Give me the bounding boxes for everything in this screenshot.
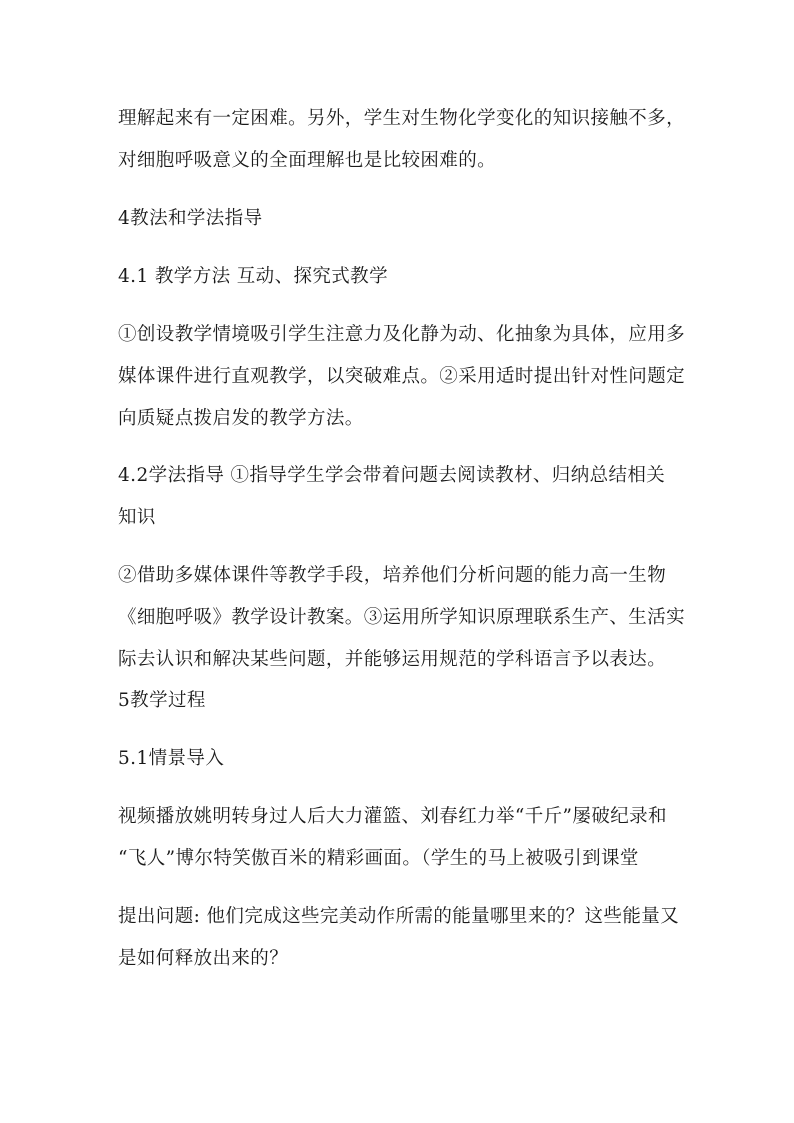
subsection-heading: 4.1 教学方法 互动、探究式教学 xyxy=(118,266,388,287)
paragraph-line: 知识 xyxy=(118,507,156,528)
paragraph-line: 是如何释放出来的？ xyxy=(118,948,289,969)
subsection-heading: 5.1情景导入 xyxy=(118,748,225,769)
paragraph-line: 际去认识和解决某些问题，并能够运用规范的学科语言予以表达。 xyxy=(118,649,667,670)
section-heading: 4教法和学法指导 xyxy=(118,208,263,229)
paragraph-line: 媒体课件进行直观教学，以突破难点。②采用适时提出针对性问题定 xyxy=(118,366,686,387)
paragraph-line: 视频播放姚明转身过人后大力灌篮、刘春红力举“千斤”屡破纪录和 xyxy=(118,806,667,827)
subsection-heading: 4.2学法指导 ①指导学生学会带着问题去阅读教材、归纳总结相关 xyxy=(118,465,666,486)
paragraph-line: ②借助多媒体课件等教学手段，培养他们分析问题的能力高一生物 xyxy=(118,565,667,586)
paragraph-line: 《细胞呼吸》教学设计教案。③运用所学知识原理联系生产、生活实 xyxy=(118,607,686,628)
paragraph-line: 向质疑点拨启发的教学方法。 xyxy=(118,408,364,429)
paragraph-line: ①创设教学情境吸引学生注意力及化静为动、化抽象为具体，应用多 xyxy=(118,324,686,345)
section-heading: 5教学过程 xyxy=(118,690,206,711)
paragraph-line: “飞人”博尔特笑傲百米的精彩画面。（学生的马上被吸引到课堂 xyxy=(118,848,639,869)
paragraph-line: 提出问题: 他们完成这些完美动作所需的能量哪里来的？这些能量又 xyxy=(118,906,680,927)
paragraph-line: 理解起来有一定困难。另外，学生对生物化学变化的知识接触不多， xyxy=(118,108,686,129)
paragraph-line: 对细胞呼吸意义的全面理解也是比较困难的。 xyxy=(118,150,497,171)
